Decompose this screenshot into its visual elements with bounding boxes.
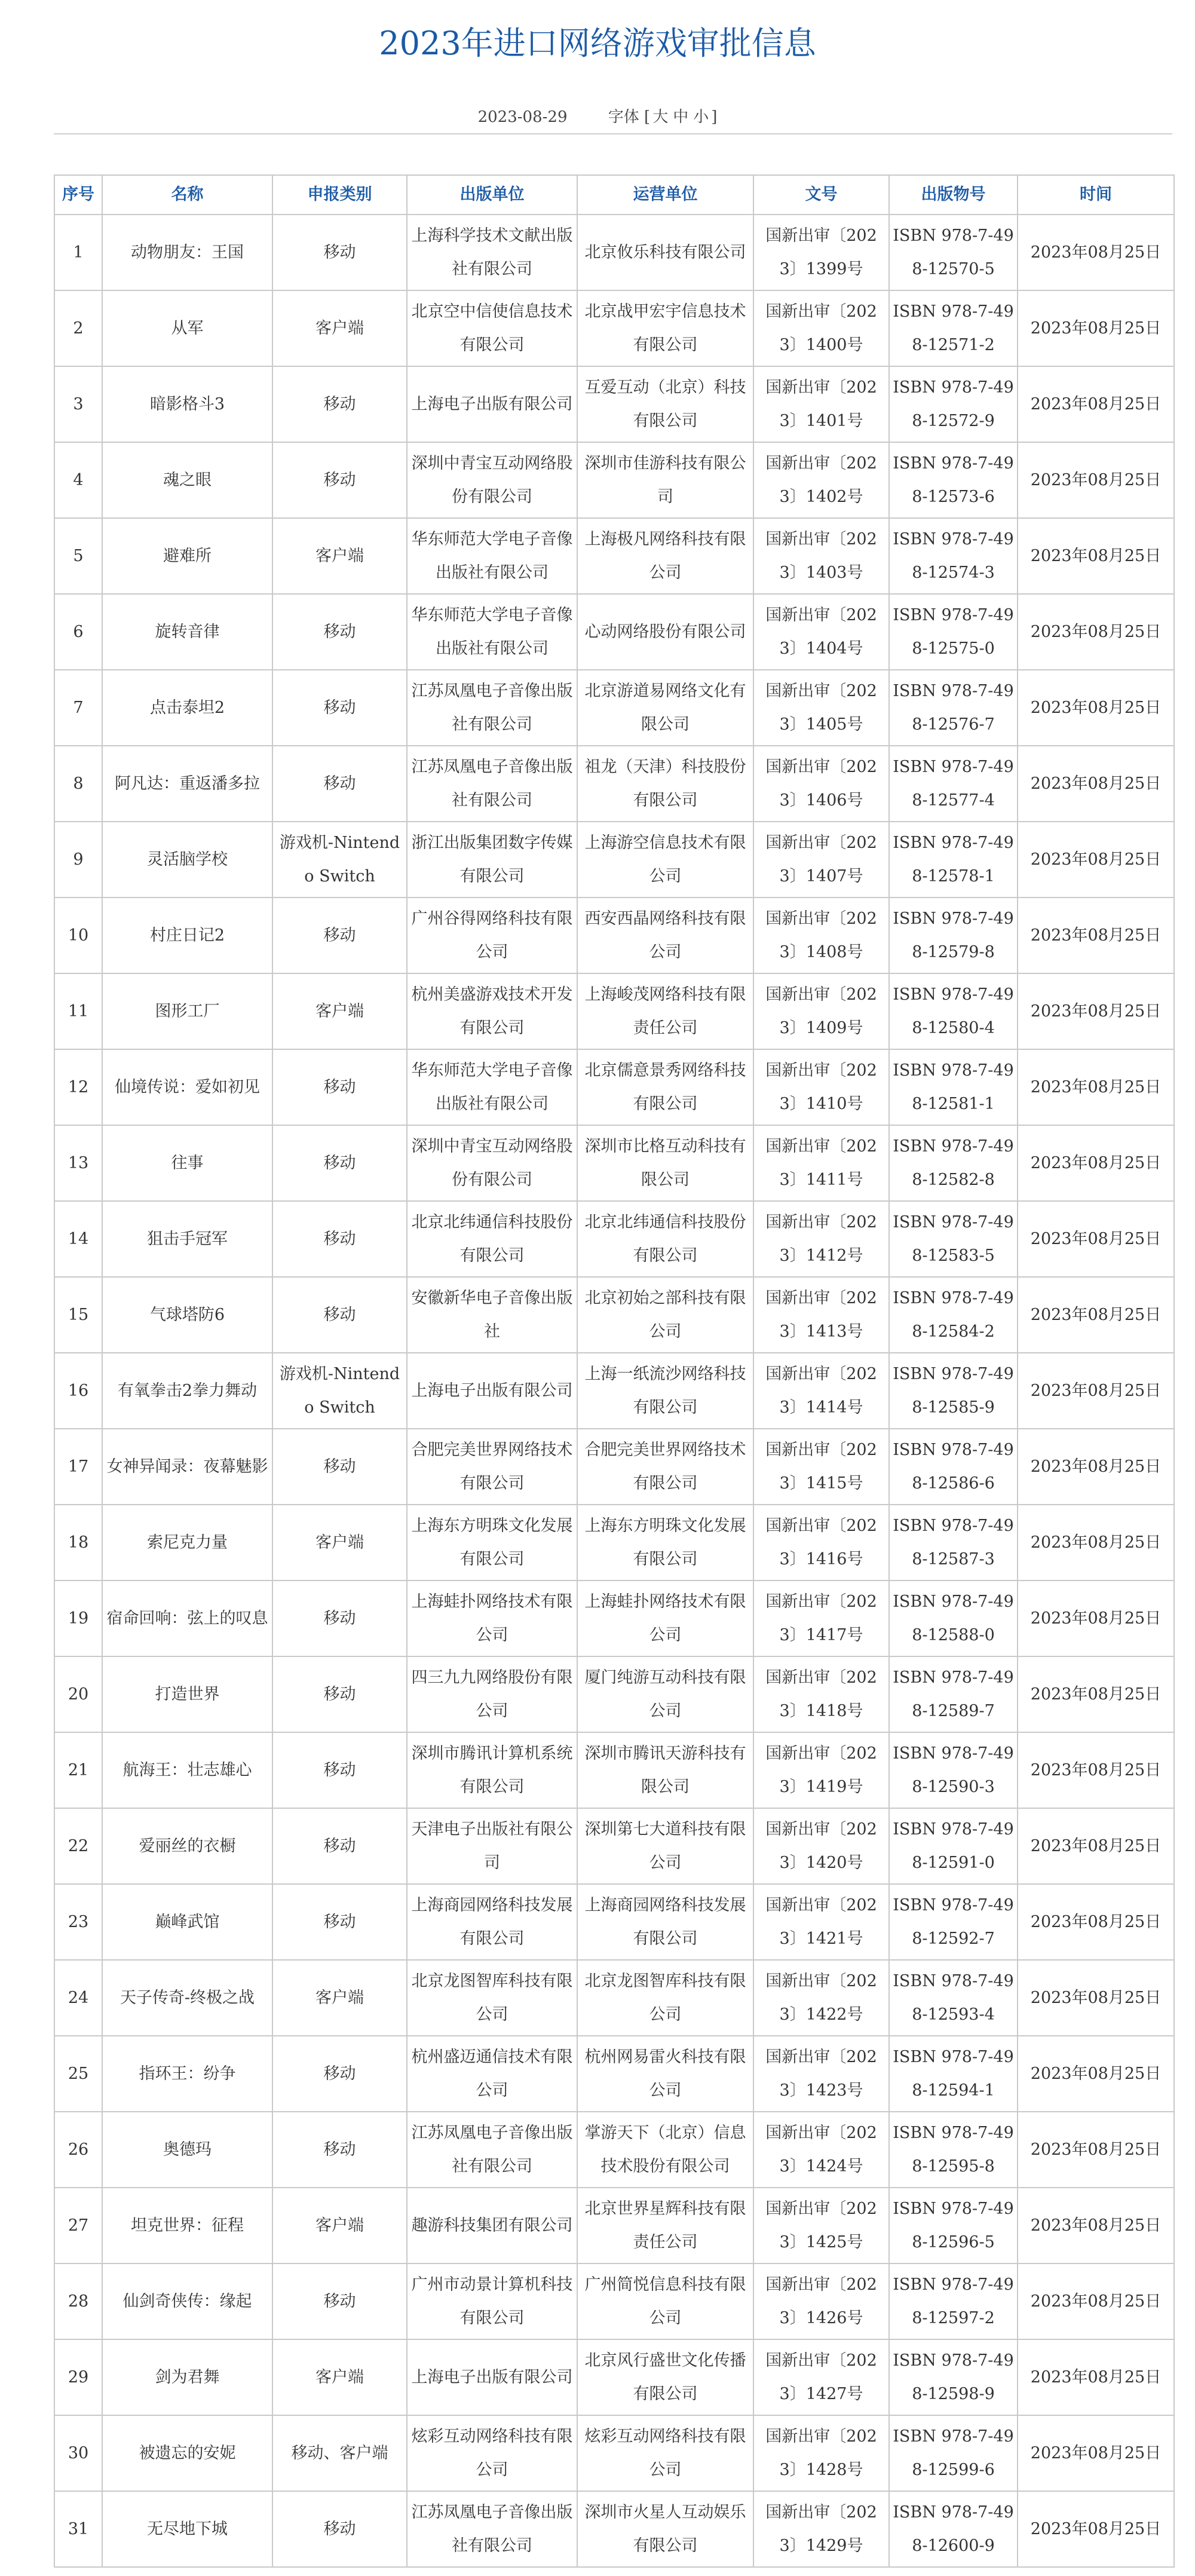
cell-publisher: 华东师范大学电子音像出版社有限公司 [407, 518, 577, 594]
cell-category: 移动 [272, 2112, 407, 2188]
cell-isbn: ISBN 978-7-498-12576-7 [889, 670, 1018, 746]
cell-document-no: 国新出审〔2023〕1411号 [753, 1125, 889, 1201]
cell-name: 旋转音律 [102, 594, 272, 670]
cell-date: 2023年08月25日 [1018, 2339, 1174, 2415]
cell-date: 2023年08月25日 [1018, 366, 1174, 442]
cell-index: 22 [54, 1808, 102, 1884]
cell-index: 20 [54, 1656, 102, 1732]
table-row [54, 1732, 1174, 1808]
cell-document-no: 国新出审〔2023〕1412号 [753, 1201, 889, 1277]
cell-publisher: 上海电子出版有限公司 [407, 366, 577, 442]
cell-publisher: 北京龙图智库科技有限公司 [407, 1960, 577, 2036]
cell-name: 图形工厂 [102, 973, 272, 1049]
cell-document-no: 国新出审〔2023〕1426号 [753, 2263, 889, 2339]
cell-isbn: ISBN 978-7-498-12599-6 [889, 2415, 1018, 2491]
font-size-label: 字体 [608, 108, 639, 126]
table-row [54, 2415, 1174, 2491]
cell-publisher: 炫彩互动网络科技有限公司 [407, 2415, 577, 2491]
cell-date: 2023年08月25日 [1018, 2263, 1174, 2339]
cell-publisher: 浙江出版集团数字传媒有限公司 [407, 822, 577, 898]
cell-category: 客户端 [272, 1505, 407, 1580]
table-row [54, 1429, 1174, 1505]
cell-operator: 深圳市佳游科技有限公司 [577, 442, 753, 518]
cell-name: 避难所 [102, 518, 272, 594]
header-name: 名称 [102, 175, 272, 215]
cell-operator: 广州简悦信息科技有限公司 [577, 2263, 753, 2339]
cell-name: 暗影格斗3 [102, 366, 272, 442]
publish-date: 2023-08-29 [477, 108, 568, 126]
cell-index: 21 [54, 1732, 102, 1808]
cell-isbn: ISBN 978-7-498-12592-7 [889, 1884, 1018, 1960]
cell-operator: 上海东方明珠文化发展有限公司 [577, 1505, 753, 1580]
cell-index: 16 [54, 1353, 102, 1429]
cell-isbn: ISBN 978-7-498-12593-4 [889, 1960, 1018, 2036]
cell-document-no: 国新出审〔2023〕1423号 [753, 2036, 889, 2112]
cell-publisher: 杭州美盛游戏技术开发有限公司 [407, 973, 577, 1049]
cell-name: 坦克世界：征程 [102, 2188, 272, 2263]
cell-category: 移动 [272, 746, 407, 822]
cell-index: 9 [54, 822, 102, 898]
table-row [54, 1049, 1174, 1125]
cell-document-no: 国新出审〔2023〕1400号 [753, 290, 889, 366]
table-row [54, 746, 1174, 822]
cell-isbn: ISBN 978-7-498-12590-3 [889, 1732, 1018, 1808]
cell-operator: 心动网络股份有限公司 [577, 594, 753, 670]
cell-index: 3 [54, 366, 102, 442]
cell-isbn: ISBN 978-7-498-12581-1 [889, 1049, 1018, 1125]
cell-operator: 北京北纬通信科技股份有限公司 [577, 1201, 753, 1277]
cell-document-no: 国新出审〔2023〕1421号 [753, 1884, 889, 1960]
cell-publisher: 北京北纬通信科技股份有限公司 [407, 1201, 577, 1277]
cell-operator: 深圳市腾讯天游科技有限公司 [577, 1732, 753, 1808]
cell-document-no: 国新出审〔2023〕1429号 [753, 2491, 889, 2567]
cell-operator: 北京儒意景秀网络科技有限公司 [577, 1049, 753, 1125]
cell-category: 移动 [272, 594, 407, 670]
cell-operator: 北京攸乐科技有限公司 [577, 215, 753, 290]
cell-name: 点击泰坦2 [102, 670, 272, 746]
cell-isbn: ISBN 978-7-498-12591-0 [889, 1808, 1018, 1884]
table-row [54, 1656, 1174, 1732]
cell-publisher: 上海电子出版有限公司 [407, 2339, 577, 2415]
cell-document-no: 国新出审〔2023〕1425号 [753, 2188, 889, 2263]
cell-name: 被遗忘的安妮 [102, 2415, 272, 2491]
cell-date: 2023年08月25日 [1018, 518, 1174, 594]
cell-index: 17 [54, 1429, 102, 1505]
font-size-medium-link[interactable]: 中 [673, 108, 689, 126]
cell-operator: 互爱互动（北京）科技有限公司 [577, 366, 753, 442]
cell-isbn: ISBN 978-7-498-12585-9 [889, 1353, 1018, 1429]
cell-operator: 掌游天下（北京）信息技术股份有限公司 [577, 2112, 753, 2188]
cell-index: 12 [54, 1049, 102, 1125]
cell-category: 客户端 [272, 2339, 407, 2415]
table-row [54, 1353, 1174, 1429]
cell-name: 女神异闻录：夜幕魅影 [102, 1429, 272, 1505]
cell-name: 从军 [102, 290, 272, 366]
table-row [54, 1125, 1174, 1201]
cell-category: 移动 [272, 1277, 407, 1353]
cell-operator: 北京游道易网络文化有限公司 [577, 670, 753, 746]
cell-document-no: 国新出审〔2023〕1418号 [753, 1656, 889, 1732]
cell-category: 移动 [272, 670, 407, 746]
cell-date: 2023年08月25日 [1018, 1201, 1174, 1277]
divider [54, 133, 1172, 134]
table-row [54, 2263, 1174, 2339]
cell-index: 18 [54, 1505, 102, 1580]
table-row [54, 822, 1174, 898]
cell-category: 移动 [272, 1201, 407, 1277]
cell-category: 移动 [272, 215, 407, 290]
cell-operator: 上海极凡网络科技有限公司 [577, 518, 753, 594]
cell-operator: 合肥完美世界网络技术有限公司 [577, 1429, 753, 1505]
cell-name: 灵活脑学校 [102, 822, 272, 898]
cell-date: 2023年08月25日 [1018, 973, 1174, 1049]
cell-document-no: 国新出审〔2023〕1404号 [753, 594, 889, 670]
cell-name: 仙剑奇侠传：缘起 [102, 2263, 272, 2339]
cell-isbn: ISBN 978-7-498-12577-4 [889, 746, 1018, 822]
header-index: 序号 [54, 175, 102, 215]
cell-isbn: ISBN 978-7-498-12594-1 [889, 2036, 1018, 2112]
table-row [54, 2036, 1174, 2112]
table-row [54, 594, 1174, 670]
cell-date: 2023年08月25日 [1018, 1580, 1174, 1656]
cell-category: 移动 [272, 2491, 407, 2567]
cell-isbn: ISBN 978-7-498-12579-8 [889, 898, 1018, 973]
cell-publisher: 江苏凤凰电子音像出版社有限公司 [407, 2491, 577, 2567]
cell-index: 31 [54, 2491, 102, 2567]
cell-index: 23 [54, 1884, 102, 1960]
cell-operator: 祖龙（天津）科技股份有限公司 [577, 746, 753, 822]
table-row [54, 215, 1174, 290]
cell-index: 28 [54, 2263, 102, 2339]
table-row [54, 898, 1174, 973]
table-row [54, 1808, 1174, 1884]
cell-name: 村庄日记2 [102, 898, 272, 973]
cell-index: 2 [54, 290, 102, 366]
table-row [54, 1580, 1174, 1656]
font-size-switcher: 字体 [ 大 中 小 ] [608, 108, 718, 126]
cell-operator: 北京风行盛世文化传播有限公司 [577, 2339, 753, 2415]
cell-publisher: 安徽新华电子音像出版社 [407, 1277, 577, 1353]
cell-date: 2023年08月25日 [1018, 1277, 1174, 1353]
cell-publisher: 上海电子出版有限公司 [407, 1353, 577, 1429]
cell-operator: 炫彩互动网络科技有限公司 [577, 2415, 753, 2491]
cell-date: 2023年08月25日 [1018, 1353, 1174, 1429]
table-row [54, 2339, 1174, 2415]
cell-isbn: ISBN 978-7-498-12589-7 [889, 1656, 1018, 1732]
cell-category: 移动 [272, 1429, 407, 1505]
table-row [54, 1277, 1174, 1353]
cell-date: 2023年08月25日 [1018, 594, 1174, 670]
cell-publisher: 上海东方明珠文化发展有限公司 [407, 1505, 577, 1580]
cell-date: 2023年08月25日 [1018, 1732, 1174, 1808]
cell-publisher: 广州谷得网络科技有限公司 [407, 898, 577, 973]
cell-publisher: 北京空中信使信息技术有限公司 [407, 290, 577, 366]
table-row [54, 2188, 1174, 2263]
cell-publisher: 上海商园网络科技发展有限公司 [407, 1884, 577, 1960]
cell-index: 6 [54, 594, 102, 670]
cell-isbn: ISBN 978-7-498-12600-9 [889, 2491, 1018, 2567]
cell-category: 移动 [272, 898, 407, 973]
cell-date: 2023年08月25日 [1018, 1429, 1174, 1505]
cell-isbn: ISBN 978-7-498-12586-6 [889, 1429, 1018, 1505]
cell-isbn: ISBN 978-7-498-12572-9 [889, 366, 1018, 442]
cell-publisher: 上海蛙扑网络技术有限公司 [407, 1580, 577, 1656]
cell-index: 7 [54, 670, 102, 746]
cell-date: 2023年08月25日 [1018, 1049, 1174, 1125]
header-operator: 运营单位 [577, 175, 753, 215]
cell-isbn: ISBN 978-7-498-12588-0 [889, 1580, 1018, 1656]
cell-date: 2023年08月25日 [1018, 1808, 1174, 1884]
header-category: 申报类别 [272, 175, 407, 215]
cell-date: 2023年08月25日 [1018, 822, 1174, 898]
approval-table [54, 174, 1175, 2568]
cell-index: 8 [54, 746, 102, 822]
cell-publisher: 四三九九网络股份有限公司 [407, 1656, 577, 1732]
cell-isbn: ISBN 978-7-498-12574-3 [889, 518, 1018, 594]
cell-isbn: ISBN 978-7-498-12573-6 [889, 442, 1018, 518]
cell-date: 2023年08月25日 [1018, 2112, 1174, 2188]
table-row [54, 1884, 1174, 1960]
cell-index: 25 [54, 2036, 102, 2112]
cell-name: 魂之眼 [102, 442, 272, 518]
cell-date: 2023年08月25日 [1018, 1960, 1174, 2036]
cell-isbn: ISBN 978-7-498-12582-8 [889, 1125, 1018, 1201]
cell-isbn: ISBN 978-7-498-12587-3 [889, 1505, 1018, 1580]
cell-publisher: 趣游科技集团有限公司 [407, 2188, 577, 2263]
cell-publisher: 深圳中青宝互动网络股份有限公司 [407, 442, 577, 518]
cell-category: 移动 [272, 1656, 407, 1732]
cell-operator: 上海蛙扑网络技术有限公司 [577, 1580, 753, 1656]
cell-index: 30 [54, 2415, 102, 2491]
cell-name: 奥德玛 [102, 2112, 272, 2188]
cell-document-no: 国新出审〔2023〕1428号 [753, 2415, 889, 2491]
cell-document-no: 国新出审〔2023〕1402号 [753, 442, 889, 518]
cell-name: 巅峰武馆 [102, 1884, 272, 1960]
cell-name: 有氧拳击2拳力舞动 [102, 1353, 272, 1429]
cell-operator: 北京龙图智库科技有限公司 [577, 1960, 753, 2036]
cell-operator: 北京初始之部科技有限公司 [577, 1277, 753, 1353]
table-row [54, 442, 1174, 518]
cell-index: 27 [54, 2188, 102, 2263]
cell-category: 移动 [272, 366, 407, 442]
header-date: 时间 [1018, 175, 1174, 215]
cell-date: 2023年08月25日 [1018, 2415, 1174, 2491]
table-body [54, 215, 1174, 2567]
cell-category: 移动 [272, 1125, 407, 1201]
cell-document-no: 国新出审〔2023〕1399号 [753, 215, 889, 290]
cell-category: 客户端 [272, 1960, 407, 2036]
cell-category: 移动 [272, 2263, 407, 2339]
cell-operator: 上海商园网络科技发展有限公司 [577, 1884, 753, 1960]
cell-document-no: 国新出审〔2023〕1427号 [753, 2339, 889, 2415]
cell-date: 2023年08月25日 [1018, 2036, 1174, 2112]
cell-operator: 北京世界星辉科技有限责任公司 [577, 2188, 753, 2263]
cell-document-no: 国新出审〔2023〕1413号 [753, 1277, 889, 1353]
cell-operator: 深圳市火星人互动娱乐有限公司 [577, 2491, 753, 2567]
cell-index: 19 [54, 1580, 102, 1656]
cell-name: 动物朋友：王国 [102, 215, 272, 290]
cell-publisher: 杭州盛迈通信技术有限公司 [407, 2036, 577, 2112]
cell-date: 2023年08月25日 [1018, 746, 1174, 822]
cell-category: 移动 [272, 1808, 407, 1884]
cell-isbn: ISBN 978-7-498-12597-2 [889, 2263, 1018, 2339]
cell-document-no: 国新出审〔2023〕1424号 [753, 2112, 889, 2188]
table-row [54, 1960, 1174, 2036]
table-row [54, 2491, 1174, 2567]
cell-operator: 西安西晶网络科技有限公司 [577, 898, 753, 973]
cell-category: 客户端 [272, 518, 407, 594]
cell-isbn: ISBN 978-7-498-12583-5 [889, 1201, 1018, 1277]
cell-category: 游戏机-Nintendo Switch [272, 1353, 407, 1429]
cell-name: 气球塔防6 [102, 1277, 272, 1353]
cell-name: 仙境传说：爱如初见 [102, 1049, 272, 1125]
table-row [54, 2112, 1174, 2188]
cell-name: 爱丽丝的衣橱 [102, 1808, 272, 1884]
cell-category: 客户端 [272, 973, 407, 1049]
cell-name: 索尼克力量 [102, 1505, 272, 1580]
cell-name: 天子传奇-终极之战 [102, 1960, 272, 2036]
cell-publisher: 深圳中青宝互动网络股份有限公司 [407, 1125, 577, 1201]
cell-publisher: 上海科学技术文献出版社有限公司 [407, 215, 577, 290]
cell-name: 宿命回响：弦上的叹息 [102, 1580, 272, 1656]
header-publisher: 出版单位 [407, 175, 577, 215]
cell-date: 2023年08月25日 [1018, 2491, 1174, 2567]
cell-document-no: 国新出审〔2023〕1416号 [753, 1505, 889, 1580]
font-size-small-link[interactable]: 小 [693, 108, 709, 126]
cell-document-no: 国新出审〔2023〕1419号 [753, 1732, 889, 1808]
cell-publisher: 华东师范大学电子音像出版社有限公司 [407, 594, 577, 670]
cell-category: 客户端 [272, 2188, 407, 2263]
cell-index: 11 [54, 973, 102, 1049]
table-row [54, 973, 1174, 1049]
cell-date: 2023年08月25日 [1018, 1505, 1174, 1580]
cell-index: 24 [54, 1960, 102, 2036]
cell-date: 2023年08月25日 [1018, 670, 1174, 746]
cell-index: 14 [54, 1201, 102, 1277]
header-document-no: 文号 [753, 175, 889, 215]
cell-index: 26 [54, 2112, 102, 2188]
cell-publisher: 广州市动景计算机科技有限公司 [407, 2263, 577, 2339]
table-header-row [54, 175, 1174, 215]
cell-publisher: 江苏凤凰电子音像出版社有限公司 [407, 670, 577, 746]
cell-category: 游戏机-Nintendo Switch [272, 822, 407, 898]
cell-isbn: ISBN 978-7-498-12598-9 [889, 2339, 1018, 2415]
cell-index: 4 [54, 442, 102, 518]
cell-name: 打造世界 [102, 1656, 272, 1732]
cell-isbn: ISBN 978-7-498-12570-5 [889, 215, 1018, 290]
cell-document-no: 国新出审〔2023〕1403号 [753, 518, 889, 594]
cell-index: 10 [54, 898, 102, 973]
cell-category: 移动 [272, 1049, 407, 1125]
cell-document-no: 国新出审〔2023〕1408号 [753, 898, 889, 973]
cell-document-no: 国新出审〔2023〕1405号 [753, 670, 889, 746]
cell-publisher: 合肥完美世界网络技术有限公司 [407, 1429, 577, 1505]
cell-isbn: ISBN 978-7-498-12595-8 [889, 2112, 1018, 2188]
cell-date: 2023年08月25日 [1018, 1884, 1174, 1960]
cell-document-no: 国新出审〔2023〕1401号 [753, 366, 889, 442]
cell-operator: 厦门纯游互动科技有限公司 [577, 1656, 753, 1732]
cell-document-no: 国新出审〔2023〕1409号 [753, 973, 889, 1049]
cell-category: 移动 [272, 1732, 407, 1808]
cell-publisher: 天津电子出版社有限公司 [407, 1808, 577, 1884]
cell-document-no: 国新出审〔2023〕1414号 [753, 1353, 889, 1429]
cell-name: 指环王：纷争 [102, 2036, 272, 2112]
cell-publisher: 江苏凤凰电子音像出版社有限公司 [407, 746, 577, 822]
cell-isbn: ISBN 978-7-498-12596-5 [889, 2188, 1018, 2263]
cell-category: 移动 [272, 1580, 407, 1656]
page-title: 2023年进口网络游戏审批信息 [379, 24, 816, 62]
cell-isbn: ISBN 978-7-498-12578-1 [889, 822, 1018, 898]
cell-date: 2023年08月25日 [1018, 215, 1174, 290]
cell-name: 往事 [102, 1125, 272, 1201]
cell-publisher: 华东师范大学电子音像出版社有限公司 [407, 1049, 577, 1125]
cell-isbn: ISBN 978-7-498-12584-2 [889, 1277, 1018, 1353]
cell-document-no: 国新出审〔2023〕1420号 [753, 1808, 889, 1884]
cell-index: 1 [54, 215, 102, 290]
cell-index: 29 [54, 2339, 102, 2415]
table-row [54, 1201, 1174, 1277]
cell-date: 2023年08月25日 [1018, 290, 1174, 366]
cell-category: 客户端 [272, 290, 407, 366]
cell-document-no: 国新出审〔2023〕1410号 [753, 1049, 889, 1125]
cell-category: 移动、客户端 [272, 2415, 407, 2491]
cell-operator: 上海峻茂网络科技有限责任公司 [577, 973, 753, 1049]
cell-index: 5 [54, 518, 102, 594]
table-row [54, 1505, 1174, 1580]
article-meta [0, 105, 1195, 127]
cell-name: 航海王：壮志雄心 [102, 1732, 272, 1808]
cell-isbn: ISBN 978-7-498-12575-0 [889, 594, 1018, 670]
cell-publisher: 江苏凤凰电子音像出版社有限公司 [407, 2112, 577, 2188]
cell-date: 2023年08月25日 [1018, 898, 1174, 973]
cell-operator: 北京战甲宏宇信息技术有限公司 [577, 290, 753, 366]
cell-category: 移动 [272, 1884, 407, 1960]
cell-name: 无尽地下城 [102, 2491, 272, 2567]
cell-name: 狙击手冠军 [102, 1201, 272, 1277]
cell-date: 2023年08月25日 [1018, 2188, 1174, 2263]
cell-operator: 杭州网易雷火科技有限公司 [577, 2036, 753, 2112]
cell-publisher: 深圳市腾讯计算机系统有限公司 [407, 1732, 577, 1808]
cell-date: 2023年08月25日 [1018, 1125, 1174, 1201]
cell-date: 2023年08月25日 [1018, 1656, 1174, 1732]
cell-document-no: 国新出审〔2023〕1415号 [753, 1429, 889, 1505]
cell-operator: 深圳市比格互动科技有限公司 [577, 1125, 753, 1201]
table-row [54, 290, 1174, 366]
cell-operator: 上海一纸流沙网络科技有限公司 [577, 1353, 753, 1429]
cell-operator: 上海游空信息技术有限公司 [577, 822, 753, 898]
table-row [54, 366, 1174, 442]
font-size-large-link[interactable]: 大 [652, 108, 669, 126]
table-row [54, 518, 1174, 594]
cell-category: 移动 [272, 2036, 407, 2112]
cell-index: 15 [54, 1277, 102, 1353]
table-row [54, 670, 1174, 746]
cell-document-no: 国新出审〔2023〕1406号 [753, 746, 889, 822]
cell-isbn: ISBN 978-7-498-12580-4 [889, 973, 1018, 1049]
cell-document-no: 国新出审〔2023〕1407号 [753, 822, 889, 898]
cell-name: 剑为君舞 [102, 2339, 272, 2415]
cell-document-no: 国新出审〔2023〕1422号 [753, 1960, 889, 2036]
cell-name: 阿凡达：重返潘多拉 [102, 746, 272, 822]
cell-date: 2023年08月25日 [1018, 442, 1174, 518]
cell-operator: 深圳第七大道科技有限公司 [577, 1808, 753, 1884]
cell-isbn: ISBN 978-7-498-12571-2 [889, 290, 1018, 366]
cell-category: 移动 [272, 442, 407, 518]
cell-document-no: 国新出审〔2023〕1417号 [753, 1580, 889, 1656]
header-isbn: 出版物号 [889, 175, 1018, 215]
cell-index: 13 [54, 1125, 102, 1201]
